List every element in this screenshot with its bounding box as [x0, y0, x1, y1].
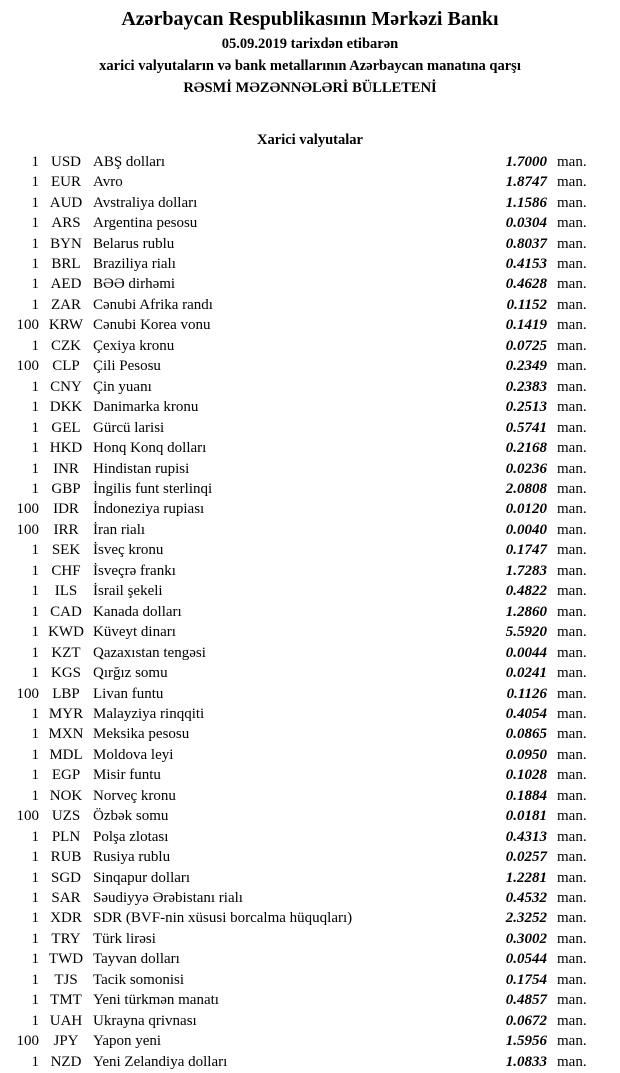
currency-row: [0, 377, 620, 397]
currency-row: [0, 172, 620, 192]
currency-row: [0, 807, 620, 827]
currency-unit-label: man.: [557, 419, 587, 436]
currency-rate: 1.0833: [505, 1053, 547, 1070]
currency-row: [0, 929, 620, 949]
currency-unit-label: man.: [557, 337, 587, 354]
currency-code: EGP: [51, 767, 81, 784]
currency-name: Cənubi Afrika randı: [93, 296, 213, 313]
currency-quantity: 1: [31, 910, 39, 927]
currency-row: [0, 847, 620, 867]
currency-quantity: 1: [31, 378, 39, 395]
currency-unit-label: man.: [557, 317, 587, 334]
currency-name: Özbək somu: [93, 808, 169, 825]
currency-unit-label: man.: [557, 276, 587, 293]
currency-row: [0, 582, 620, 602]
currency-quantity: 1: [31, 624, 39, 641]
currency-row: [0, 888, 620, 908]
currency-code: KRW: [48, 317, 84, 334]
currency-unit-label: man.: [557, 1012, 587, 1029]
currency-unit-label: man.: [557, 583, 587, 600]
currency-quantity: 1: [31, 930, 39, 947]
currency-row: [0, 745, 620, 765]
currency-row: [0, 541, 620, 561]
currency-rate: 0.4313: [505, 828, 547, 845]
currency-name: Belarus rublu: [93, 235, 175, 252]
currency-quantity: 1: [31, 337, 39, 354]
currency-row: [0, 827, 620, 847]
currency-name: Avstraliya dolları: [93, 194, 198, 211]
currency-rate: 2.3252: [505, 910, 547, 927]
currency-row: [0, 970, 620, 990]
currency-name: Səudiyyə Ərəbistanı rialı: [93, 890, 243, 907]
currency-unit-label: man.: [557, 378, 587, 395]
currency-quantity: 1: [31, 419, 39, 436]
currency-quantity: 1: [31, 255, 39, 272]
currency-code: SEK: [51, 542, 81, 559]
currency-name: Küveyt dinarı: [93, 624, 176, 641]
currency-name: Hindistan rupisi: [93, 460, 190, 477]
currency-name: Moldova leyi: [93, 746, 174, 763]
currency-name: İran rialı: [93, 521, 146, 538]
currency-rate: 0.4054: [505, 705, 547, 722]
currency-code: TWD: [48, 951, 84, 968]
currency-rate: 2.0808: [505, 480, 547, 497]
currency-name: Tacik somonisi: [93, 971, 185, 988]
currency-code: IDR: [53, 501, 79, 518]
currency-rate: 0.0181: [505, 808, 547, 825]
currency-row: [0, 254, 620, 274]
currency-code: MXN: [48, 726, 84, 743]
currency-quantity: 1: [31, 787, 39, 804]
currency-row: [0, 868, 620, 888]
currency-row: [0, 950, 620, 970]
currency-quantity: 100: [16, 358, 39, 375]
currency-code: CLP: [52, 358, 80, 375]
currency-quantity: 1: [31, 705, 39, 722]
currency-code: GEL: [51, 419, 81, 436]
currency-name: Ukrayna qrivnası: [93, 1012, 197, 1029]
currency-row: [0, 622, 620, 642]
currency-quantity: 100: [16, 501, 39, 518]
currency-quantity: 1: [31, 849, 39, 866]
currency-code: TJS: [54, 971, 78, 988]
currency-name: Rusiya rublu: [93, 849, 171, 866]
currency-unit-label: man.: [557, 521, 587, 538]
currency-row: [0, 213, 620, 233]
currency-name: SDR (BVF-nin xüsusi borcalma hüquqları): [93, 910, 353, 927]
currency-name: İngilis funt sterlinqi: [93, 480, 213, 497]
currency-unit-label: man.: [557, 849, 587, 866]
currency-rate: 0.0865: [505, 726, 547, 743]
currency-unit-label: man.: [557, 399, 587, 416]
currency-code: AED: [50, 276, 82, 293]
currency-row: [0, 479, 620, 499]
currency-rate: 5.5920: [505, 624, 547, 641]
currency-row: [0, 704, 620, 724]
currency-code: RUB: [50, 849, 82, 866]
currency-code: CZK: [51, 337, 81, 354]
currency-code: LBP: [52, 685, 80, 702]
currency-unit-label: man.: [557, 787, 587, 804]
currency-rate: 0.1747: [505, 542, 547, 559]
currency-unit-label: man.: [557, 624, 587, 641]
currency-row: [0, 766, 620, 786]
currency-name: İsrail şekeli: [93, 583, 163, 600]
currency-rate: 0.1754: [505, 971, 547, 988]
currency-row: [0, 561, 620, 581]
currency-code: INR: [53, 460, 79, 477]
currency-row: [0, 152, 620, 172]
currency-quantity: 1: [31, 542, 39, 559]
currency-rate: 0.4822: [505, 583, 547, 600]
currency-name: Çexiya kronu: [93, 337, 175, 354]
currency-quantity: 1: [31, 440, 39, 457]
currency-rate: 0.0725: [505, 337, 547, 354]
currency-rate: 0.1152: [506, 296, 547, 313]
currency-row: [0, 275, 620, 295]
currency-unit-label: man.: [557, 644, 587, 661]
currency-unit-label: man.: [557, 480, 587, 497]
currency-quantity: 1: [31, 992, 39, 1009]
currency-name: Yapon yeni: [93, 1033, 162, 1050]
currency-unit-label: man.: [557, 562, 587, 579]
effective-date-line: 05.09.2019 tarixdən etibarən: [221, 36, 399, 52]
currency-row: [0, 357, 620, 377]
currency-name: Meksika pesosu: [93, 726, 190, 743]
currency-name: Argentina pesosu: [93, 215, 198, 232]
currency-quantity: 1: [31, 235, 39, 252]
currency-row: [0, 602, 620, 622]
currency-code: SGD: [50, 869, 81, 886]
currency-row: [0, 397, 620, 417]
currency-quantity: 1: [31, 951, 39, 968]
currency-name: Misir funtu: [93, 767, 161, 784]
description-line: xarici valyutaların və bank metallarının Azərbaycan manatına qarşı: [99, 58, 521, 74]
currency-rate: 0.2349: [505, 358, 547, 375]
currency-name: Çili Pesosu: [93, 358, 161, 375]
currency-rate: 0.0544: [505, 951, 547, 968]
currency-quantity: 1: [31, 583, 39, 600]
currency-name: Qırğız somu: [93, 665, 168, 682]
currency-rate: 0.0044: [505, 644, 547, 661]
section-title: Xarici valyutalar: [257, 132, 363, 148]
currency-quantity: 1: [31, 215, 39, 232]
currency-rate: 1.2281: [505, 869, 547, 886]
currency-unit-label: man.: [557, 153, 587, 170]
currency-quantity: 1: [31, 971, 39, 988]
currency-rate: 0.0236: [505, 460, 547, 477]
currency-unit-label: man.: [557, 951, 587, 968]
currency-name: Tayvan dolları: [93, 951, 180, 968]
currency-quantity: 100: [16, 317, 39, 334]
currency-rate: 0.5741: [505, 419, 547, 436]
currency-rate: 0.1126: [506, 685, 547, 702]
currency-rate: 0.4857: [505, 992, 547, 1009]
currency-code: ZAR: [51, 296, 81, 313]
currency-name: Avro: [93, 174, 123, 191]
currency-quantity: 1: [31, 603, 39, 620]
currency-row: [0, 438, 620, 458]
currency-quantity: 1: [31, 276, 39, 293]
currency-name: Norveç kronu: [93, 787, 176, 804]
currency-quantity: 1: [31, 767, 39, 784]
currency-code: KGS: [50, 665, 81, 682]
currency-quantity: 1: [31, 726, 39, 743]
currency-code: CAD: [50, 603, 82, 620]
currency-code: MDL: [49, 746, 83, 763]
currency-code: DKK: [49, 399, 83, 416]
currency-row: [0, 295, 620, 315]
currency-quantity: 1: [31, 1012, 39, 1029]
currency-quantity: 1: [31, 644, 39, 661]
currency-rate: 0.2513: [505, 399, 547, 416]
currency-quantity: 100: [16, 521, 39, 538]
currency-unit-label: man.: [557, 890, 587, 907]
currency-unit-label: man.: [557, 971, 587, 988]
currency-unit-label: man.: [557, 930, 587, 947]
currency-row: [0, 725, 620, 745]
currency-row: [0, 336, 620, 356]
currency-row: [0, 193, 620, 213]
currency-name: BƏƏ dirhəmi: [93, 276, 176, 293]
currency-row: [0, 684, 620, 704]
currency-code: TMT: [50, 992, 82, 1009]
currency-rate: 0.0040: [505, 521, 547, 538]
currency-rate: 0.4532: [505, 890, 547, 907]
currency-quantity: 1: [31, 480, 39, 497]
currency-unit-label: man.: [557, 1053, 587, 1070]
currency-rate: 0.4153: [505, 255, 547, 272]
bank-title: Azərbaycan Respublikasının Mərkəzi Bankı: [121, 8, 499, 30]
currency-unit-label: man.: [557, 665, 587, 682]
currency-name: Kanada dolları: [93, 603, 182, 620]
currency-code: BYN: [50, 235, 82, 252]
currency-code: CHF: [51, 562, 81, 579]
currency-quantity: 1: [31, 174, 39, 191]
currency-row: [0, 1011, 620, 1031]
currency-unit-label: man.: [557, 828, 587, 845]
currency-code: XDR: [50, 910, 82, 927]
currency-name: İsveçrə frankı: [93, 562, 176, 579]
currency-rate: 0.0672: [505, 1012, 547, 1029]
currency-row: [0, 234, 620, 254]
currency-row: [0, 1052, 620, 1072]
currency-code: HKD: [49, 440, 83, 457]
currency-rate: 1.2860: [505, 603, 547, 620]
currency-name: Malayziya rinqqiti: [93, 705, 205, 722]
currency-name: Qazaxıstan tengəsi: [93, 644, 206, 661]
currency-name: Çin yuanı: [93, 378, 152, 395]
currency-name: ABŞ dolları: [93, 153, 166, 170]
currency-unit-label: man.: [557, 869, 587, 886]
currency-rate: 0.0304: [505, 215, 547, 232]
currency-quantity: 100: [16, 808, 39, 825]
currency-name: Honq Konq dolları: [93, 440, 207, 457]
currency-rate: 0.0241: [505, 665, 547, 682]
currency-unit-label: man.: [557, 174, 587, 191]
currency-rate: 0.1419: [505, 317, 547, 334]
currency-rate: 0.0950: [505, 746, 547, 763]
currency-unit-label: man.: [557, 603, 587, 620]
bulletin-header: [0, 0, 620, 99]
currency-name: Gürcü larisi: [93, 419, 165, 436]
currency-row: [0, 500, 620, 520]
currency-name: Livan funtu: [93, 685, 164, 702]
currency-row: [0, 786, 620, 806]
currency-code: GBP: [51, 480, 81, 497]
currency-unit-label: man.: [557, 255, 587, 272]
currency-code: ARS: [51, 215, 81, 232]
currency-code: ILS: [54, 583, 78, 600]
currency-rate: 0.2383: [505, 378, 547, 395]
currency-row: [0, 991, 620, 1011]
currency-quantity: 1: [31, 562, 39, 579]
currency-rate: 1.8747: [505, 174, 547, 191]
currency-rate: 1.1586: [505, 194, 547, 211]
currency-unit-label: man.: [557, 501, 587, 518]
currency-row: [0, 1031, 620, 1051]
currency-unit-label: man.: [557, 992, 587, 1009]
currency-quantity: 1: [31, 869, 39, 886]
currency-quantity: 1: [31, 153, 39, 170]
currency-name: Polşa zlotası: [93, 828, 169, 845]
currency-code: UAH: [49, 1012, 83, 1029]
currency-unit-label: man.: [557, 767, 587, 784]
currency-name: İndoneziya rupiası: [93, 501, 205, 518]
currency-rate: 1.7000: [505, 153, 547, 170]
currency-unit-label: man.: [557, 194, 587, 211]
bulletin-title: RƏSMİ MƏZƏNNƏLƏRİ BÜLLETENİ: [183, 80, 437, 96]
currency-unit-label: man.: [557, 808, 587, 825]
currency-code: USD: [50, 153, 81, 170]
currency-code: NZD: [50, 1053, 82, 1070]
currency-unit-label: man.: [557, 358, 587, 375]
currency-unit-label: man.: [557, 296, 587, 313]
currency-quantity: 1: [31, 296, 39, 313]
currency-code: NOK: [49, 787, 83, 804]
currency-quantity: 1: [31, 828, 39, 845]
currency-unit-label: man.: [557, 685, 587, 702]
currency-unit-label: man.: [557, 910, 587, 927]
currency-rate: 0.2168: [505, 440, 547, 457]
currency-quantity: 1: [31, 746, 39, 763]
currency-quantity: 1: [31, 194, 39, 211]
currency-rate: 0.0257: [505, 849, 547, 866]
currency-quantity: 100: [16, 1033, 39, 1050]
currency-unit-label: man.: [557, 215, 587, 232]
currency-code: EUR: [51, 174, 81, 191]
currency-name: Türk lirəsi: [93, 930, 156, 947]
currency-code: SAR: [51, 890, 81, 907]
currency-row: [0, 663, 620, 683]
currency-quantity: 1: [31, 460, 39, 477]
currency-row: [0, 459, 620, 479]
currency-rate: 0.1884: [505, 787, 547, 804]
currency-rate: 0.8037: [505, 235, 547, 252]
currency-table: [0, 152, 620, 1072]
currency-unit-label: man.: [557, 460, 587, 477]
currency-code: CNY: [50, 378, 82, 395]
currency-code: KWD: [48, 624, 84, 641]
currency-code: PLN: [51, 828, 81, 845]
currency-row: [0, 643, 620, 663]
currency-quantity: 1: [31, 890, 39, 907]
currency-name: Braziliya rialı: [93, 255, 176, 272]
currency-unit-label: man.: [557, 542, 587, 559]
currency-code: UZS: [51, 808, 81, 825]
currency-name: Cənubi Korea vonu: [93, 317, 211, 334]
currency-row: [0, 909, 620, 929]
currency-unit-label: man.: [557, 746, 587, 763]
currency-name: Danimarka kronu: [93, 399, 199, 416]
currency-unit-label: man.: [557, 235, 587, 252]
currency-code: BRL: [51, 255, 81, 272]
currency-code: AUD: [49, 194, 83, 211]
currency-quantity: 1: [31, 399, 39, 416]
currency-unit-label: man.: [557, 440, 587, 457]
currency-rate: 1.7283: [505, 562, 547, 579]
currency-name: Sinqapur dolları: [93, 869, 191, 886]
currency-rate: 0.3002: [505, 930, 547, 947]
currency-name: Yeni Zelandiya dolları: [93, 1053, 228, 1070]
currency-quantity: 1: [31, 1053, 39, 1070]
currency-unit-label: man.: [557, 705, 587, 722]
currency-code: TRY: [51, 930, 81, 947]
currency-quantity: 100: [16, 685, 39, 702]
currency-code: MYR: [48, 705, 84, 722]
currency-name: Yeni türkmən manatı: [93, 992, 219, 1009]
currency-unit-label: man.: [557, 726, 587, 743]
currency-name: İsveç kronu: [93, 542, 164, 559]
currency-rate: 0.0120: [505, 501, 547, 518]
currency-row: [0, 418, 620, 438]
currency-code: JPY: [53, 1033, 79, 1050]
currency-rate: 0.1028: [505, 767, 547, 784]
currency-row: [0, 316, 620, 336]
currency-code: IRR: [53, 521, 79, 538]
currency-rate: 0.4628: [505, 276, 547, 293]
currency-quantity: 1: [31, 665, 39, 682]
currency-row: [0, 520, 620, 540]
currency-code: KZT: [51, 644, 81, 661]
currency-rate: 1.5956: [505, 1033, 547, 1050]
currency-unit-label: man.: [557, 1033, 587, 1050]
